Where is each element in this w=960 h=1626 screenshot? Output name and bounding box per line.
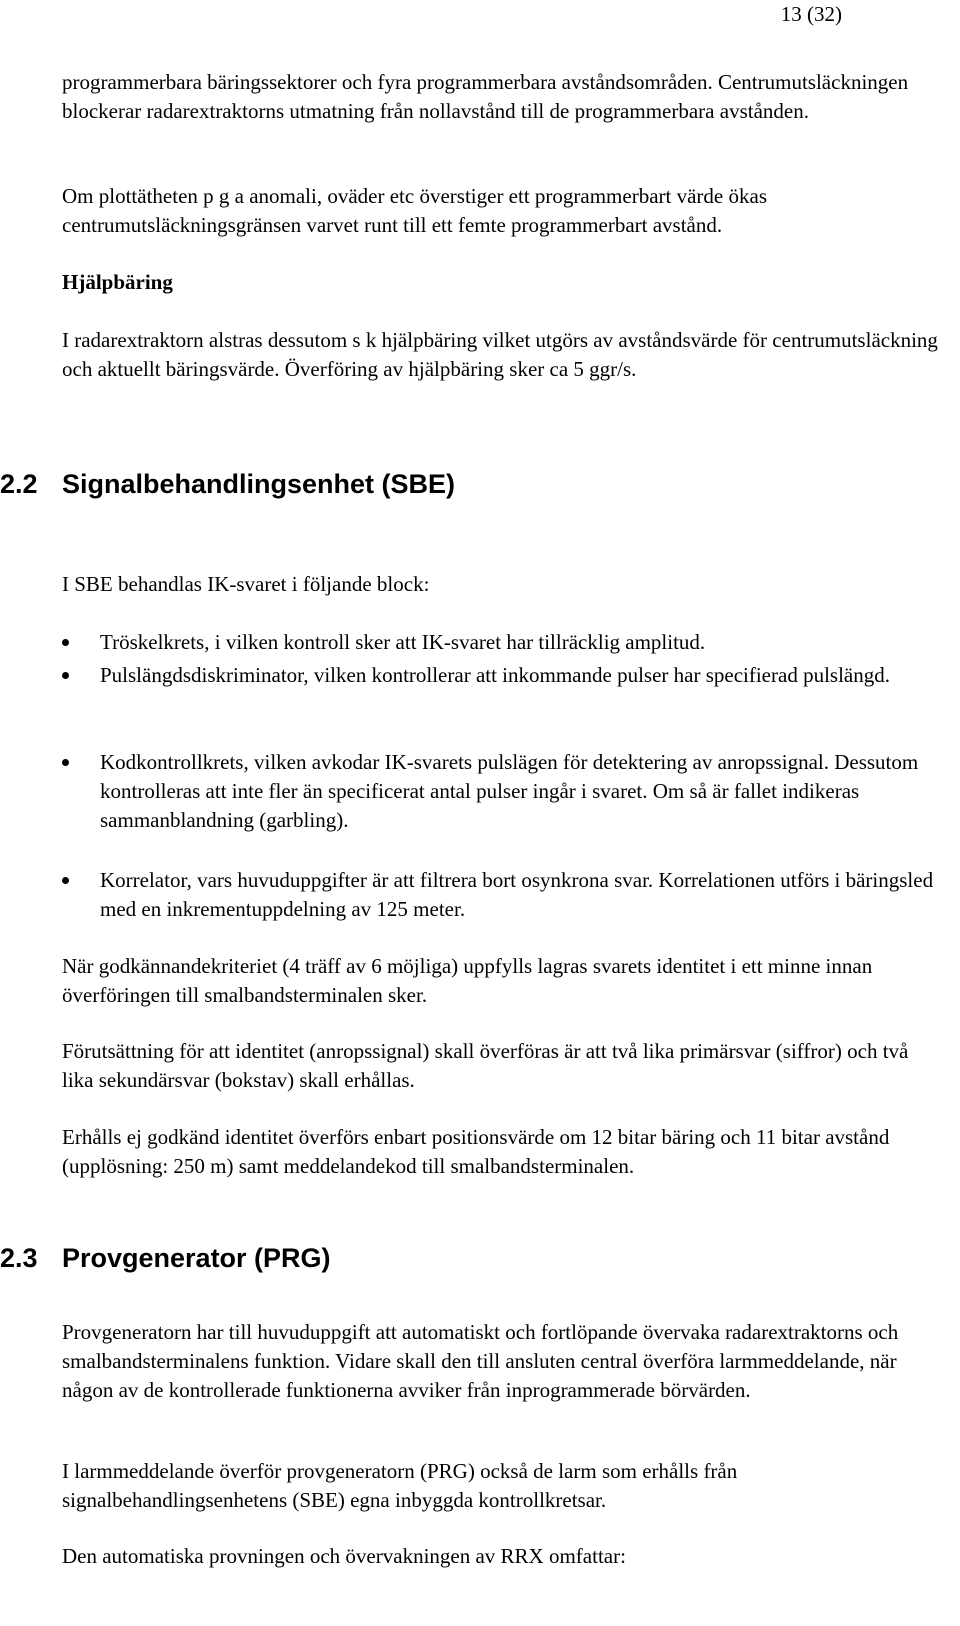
subheading-hjalpbaring: Hjälpbäring (62, 270, 173, 294)
sbe-paragraph-3: Erhålls ej godkänd identitet överförs enbart positionsvärde om 12 bitar bäring och 11 bitar avstånd (upplösning: 250 m) samt meddelandekod till smalbandsterminalen. (62, 1125, 890, 1178)
intro-paragraph-1: programmerbara bäringssektorer och fyra programmerbara avståndsområden. Centrumutsläckningen blockerar radarextraktorns utmatning från nollavstånd till de programmerbara avstånden. (62, 70, 909, 123)
section-heading-2-2 (0, 468, 455, 500)
sbe-paragraph-1: När godkännandekriteriet (4 träff av 6 möjliga) uppfylls lagras svarets identitet i ett minne innan överföringen till smalbandsterminalen sker. (62, 954, 873, 1007)
section-title: Provgenerator (PRG) (62, 1243, 331, 1273)
list-item-text: Kodkontrollkrets, vilken avkodar IK-svarets pulslägen för detektering av anropssignal. Dessutom kontrolleras att inte fler än specificerat antal pulser ingår i svaret. Om så är fallet indikeras sammanblandning (garbling). (100, 750, 919, 832)
list-item (62, 748, 942, 835)
prg-paragraph-1: Provgeneratorn har till huvuduppgift att automatiskt och fortlöpande övervaka radarextraktorns och smalbandsterminalens funktion. Vidare skall den till ansluten central överföra larmmeddelande, när någon av de kontrollerade funktionerna avviker från inprogrammerade börvärden. (62, 1320, 899, 1402)
section-number: 2.2 (0, 469, 38, 499)
list-item (62, 661, 942, 690)
sbe-paragraph-2: Förutsättning för att identitet (anropssignal) skall överföras är att två lika primärsvar (siffror) och två lika sekundärsvar (bokstav) skall erhållas. (62, 1039, 909, 1092)
list-item-text: Pulslängdsdiskriminator, vilken kontrollerar att inkommande pulser har specifierad pulslängd. (100, 663, 890, 687)
intro-paragraph-2: Om plottätheten p g a anomali, oväder etc överstiger ett programmerbart värde ökas centrumutsläckningsgränsen varvet runt till ett femte programmerbart avstånd. (62, 184, 767, 237)
list-item-text: Korrelator, vars huvuduppgifter är att filtrera bort osynkrona svar. Korrelationen utförs i bäringsled med en inkrementuppdelning av 125 meter. (100, 868, 934, 921)
prg-paragraph-2: I larmmeddelande överför provgeneratorn (PRG) också de larm som erhålls från signalbehandlingsenhetens (SBE) egna inbyggda kontrollkretsar. (62, 1459, 738, 1512)
list-item-text: Tröskelkrets, i vilken kontroll sker att IK-svaret har tillräcklig amplitud. (100, 630, 706, 654)
section-title: Signalbehandlingsenhet (SBE) (62, 469, 456, 499)
bullet-icon (62, 759, 69, 766)
list-item (62, 866, 942, 924)
list-item (62, 628, 942, 657)
sbe-intro: I SBE behandlas IK-svaret i följande block: (62, 572, 430, 596)
hjalpbaring-paragraph: I radarextraktorn alstras dessutom s k hjälpbäring vilket utgörs av avståndsvärde för centrumutsläckning och aktuellt bäringsvärde. Överföring av hjälpbäring sker ca 5 ggr/s. (62, 328, 938, 381)
bullet-icon (62, 639, 69, 646)
page-number: 13 (32) (780, 2, 842, 26)
bullet-icon (62, 672, 69, 679)
prg-paragraph-3: Den automatiska provningen och övervakningen av RRX omfattar: (62, 1544, 626, 1568)
bullet-icon (62, 877, 69, 884)
section-number: 2.3 (0, 1243, 38, 1273)
section-heading-2-3 (0, 1242, 331, 1274)
